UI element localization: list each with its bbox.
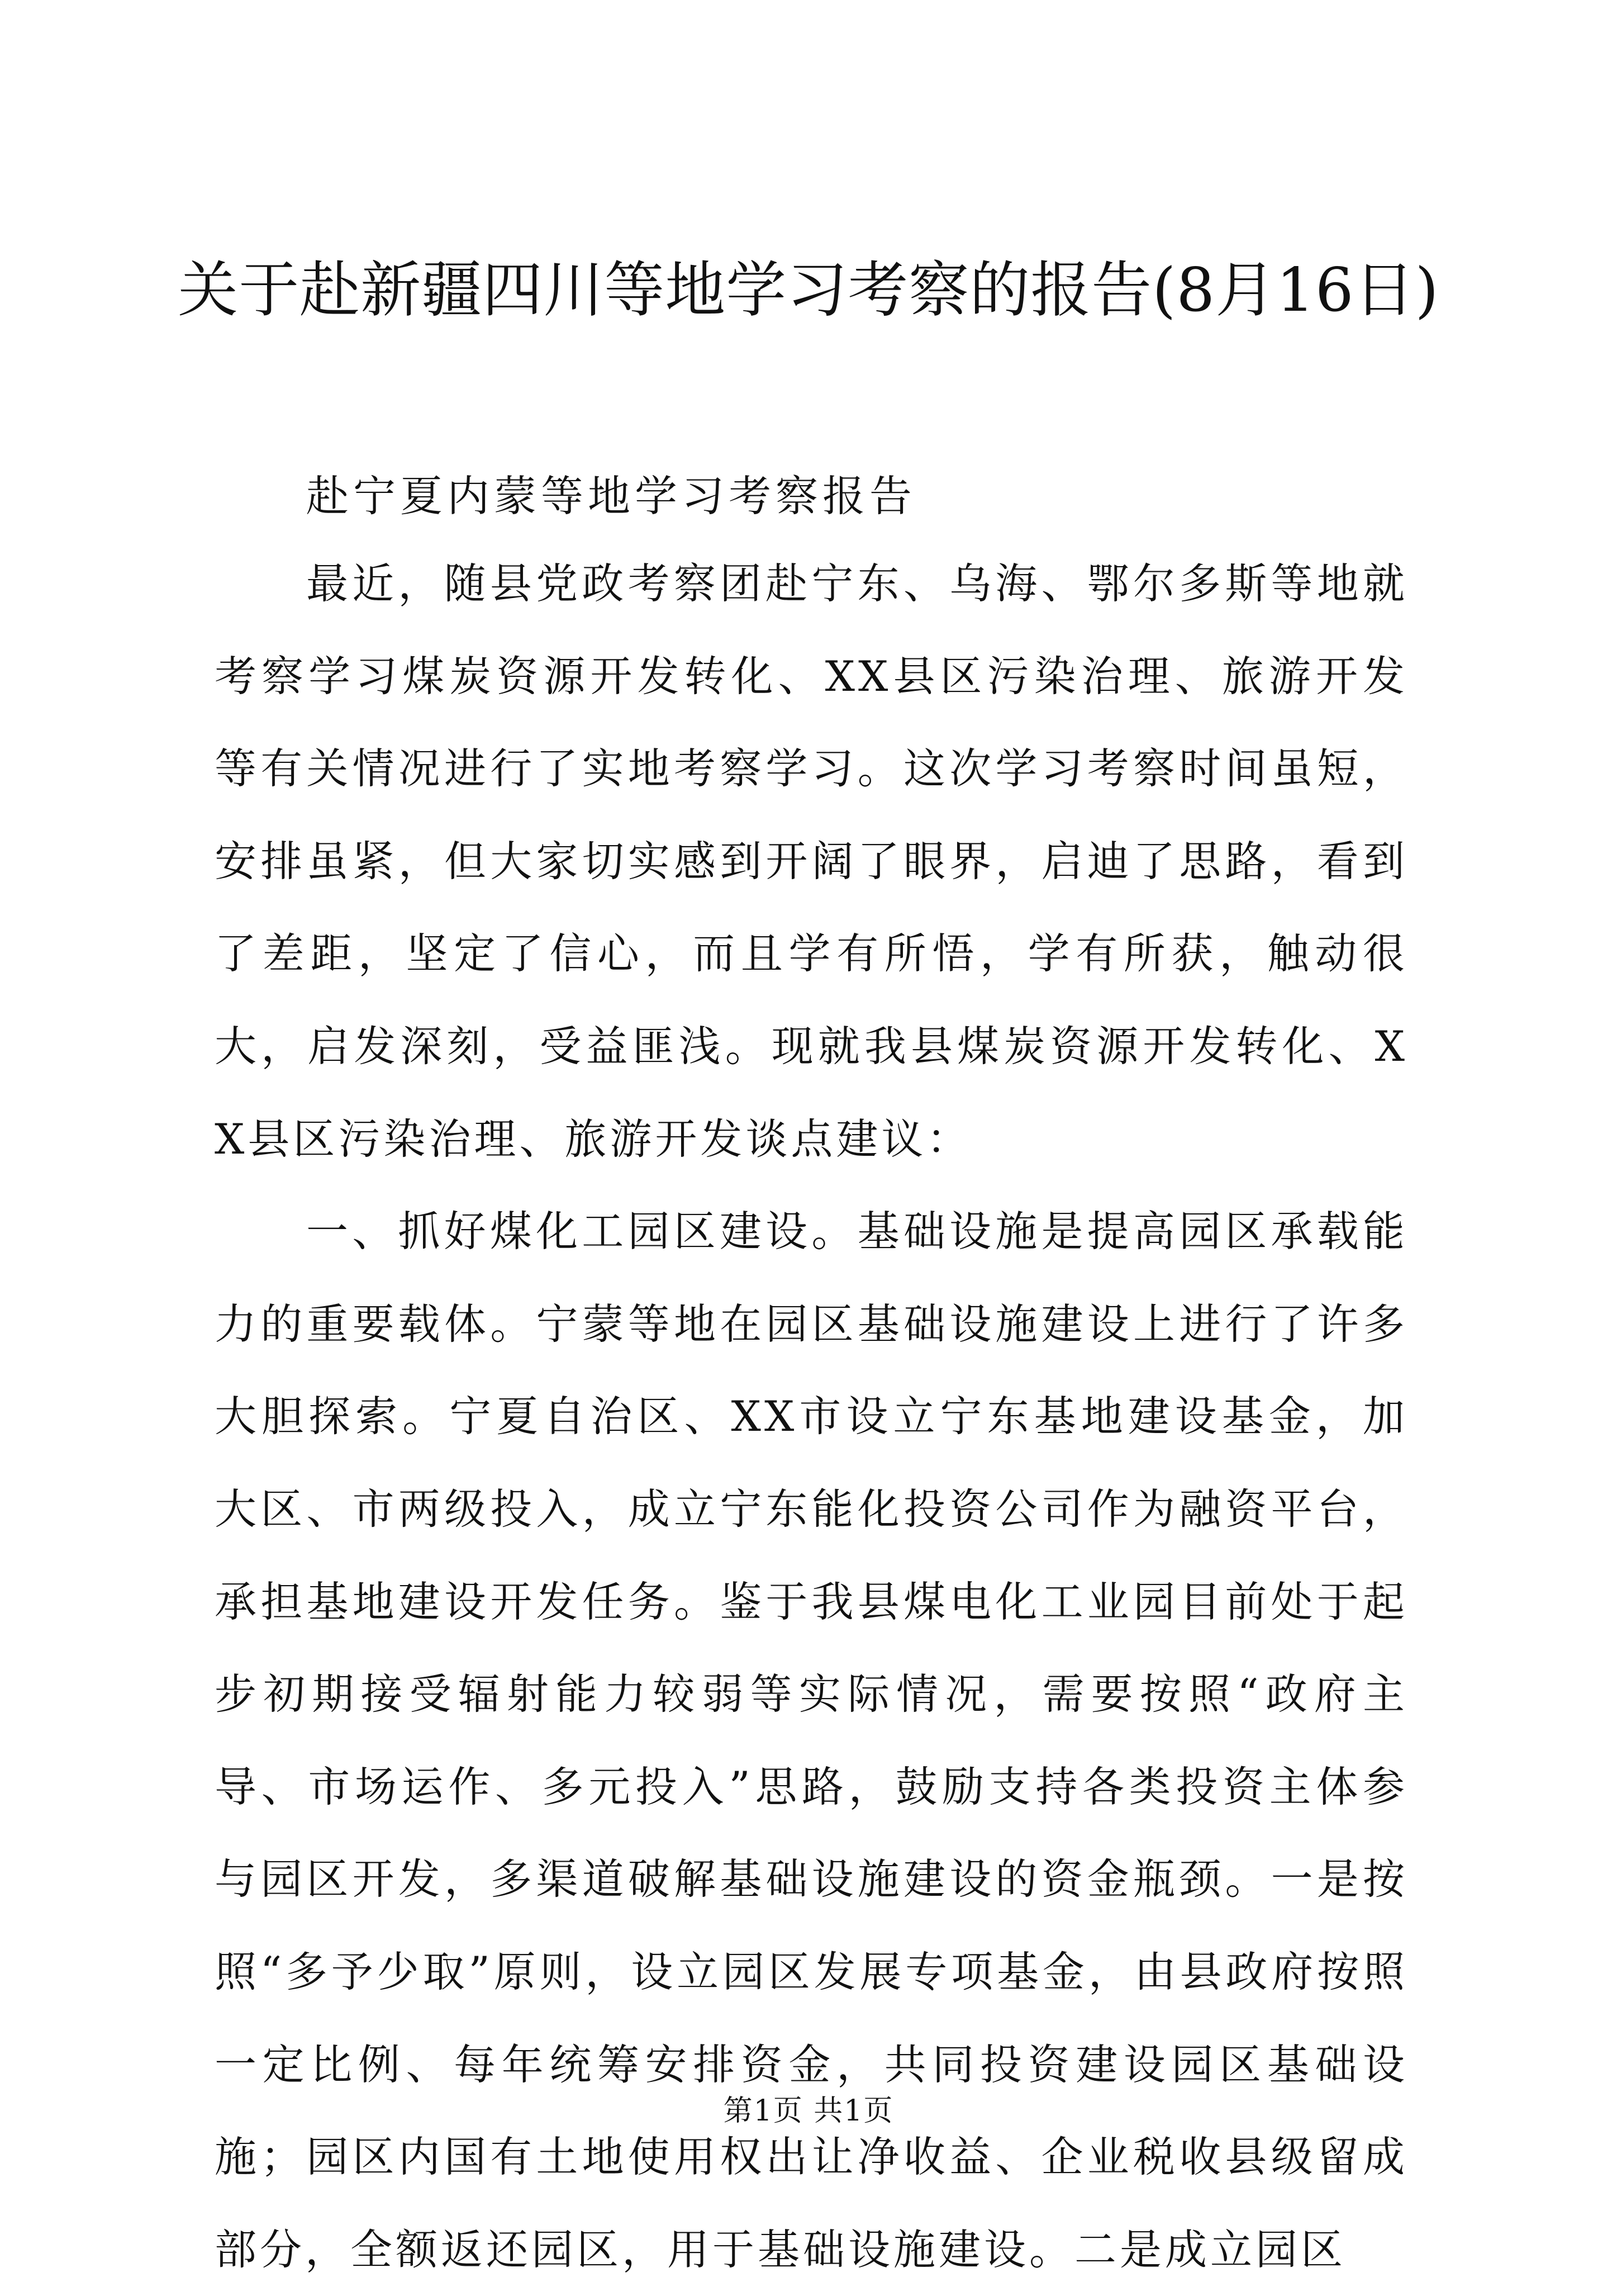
document-body: [215, 538, 1408, 2296]
paragraph-intro: 最近，随县党政考察团赴宁东、乌海、鄂尔多斯等地就考察学习煤炭资源开发转化、XX县区污染治理、旅游开发等有关情况进行了实地考察学习。这次学习考察时间虽短，安排虽紧，但大家切实感到开阔了眼界，启迪了思路，看到了差距，坚定了信心，而且学有所悟，学有所获，触动很大，启发深刻，受益匪浅。现就我县煤炭资源开发转化、XX县区污染治理、旅游开发谈点建议：: [215, 559, 1408, 1164]
document-subtitle: 赴宁夏内蒙等地学习考察报告: [306, 471, 916, 521]
paragraph-section-1: 一、抓好煤化工园区建设。基础设施是提高园区承载能力的重要载体。宁蒙等地在园区基础设施建设上进行了许多大胆探索。宁夏自治区、XX市设立宁东基地建设基金，加大区、市两级投入，成立宁东能化投资公司作为融资平台，承担基地建设开发任务。鉴于我县煤电化工业园目前处于起步初期接受辐射能力较弱等实际情况，需要按照“政府主导、市场运作、多元投入”思路，鼓励支持各类投资主体参与园区开发，多渠道破解基础设施建设的资金瓶颈。一是按照“多予少取”原则，设立园区发展专项基金，由县政府按照一定比例、每年统筹安排资金，共同投资建设园区基础设施；园区内国有土地使用权出让净收益、企业税收县级留成部分，全额返还园区，用于基础设施建设。二是成立园区: [215, 1207, 1408, 2274]
page-number-footer: 第1页 共1页: [723, 2094, 894, 2128]
document-title: 关于赴新疆四川等地学习考察的报告(8月16日): [178, 255, 1439, 325]
